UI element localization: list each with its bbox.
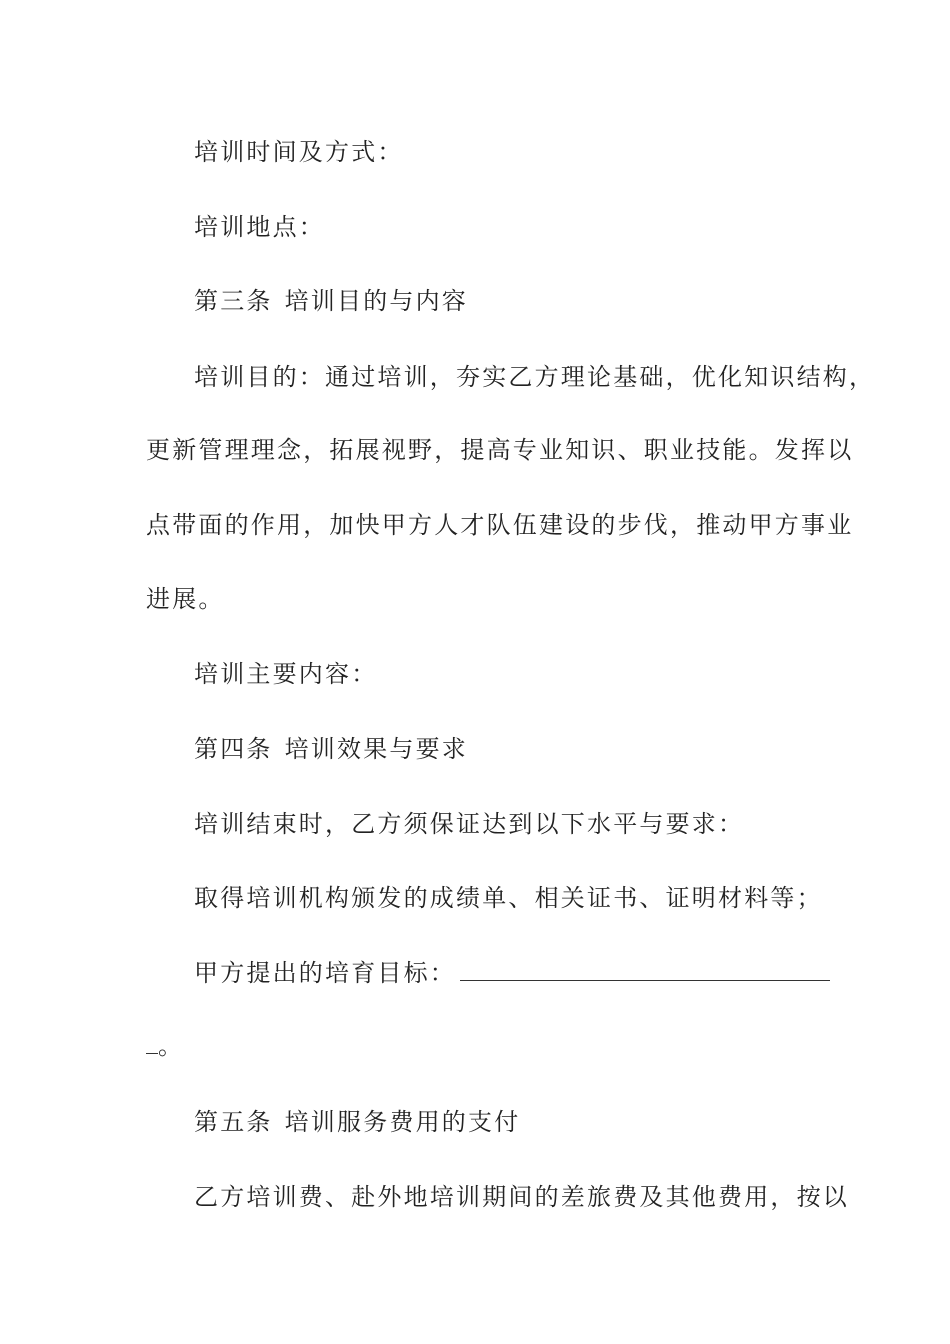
article-4-heading	[194, 733, 834, 765]
cultivation-goal-end-mark: 。	[158, 1032, 185, 1060]
article-5-heading	[194, 1106, 834, 1138]
article-3-heading	[194, 285, 834, 317]
paragraph-certificates: 取得培训机构颁发的成绩单、相关证书、证明材料等；	[194, 884, 823, 912]
paragraph-training-location: 培训地点：	[194, 213, 325, 241]
paragraph-purpose-line-2: 更新管理理念，拓展视野，提高专业知识、职业技能。发挥以	[146, 436, 854, 464]
article-3-number: 第三条	[194, 287, 273, 315]
paragraph-purpose-line-1: 培训目的：通过培训，夯实乙方理论基础，优化知识结构，	[194, 363, 876, 391]
paragraph-main-content: 培训主要内容：	[194, 660, 378, 688]
cultivation-goal-blank-continued[interactable]	[146, 1031, 158, 1054]
paragraph-training-time: 培训时间及方式：	[194, 138, 404, 166]
paragraph-fees: 乙方培训费、赴外地培训期间的差旅费及其他费用，按以	[194, 1183, 849, 1211]
article-5-title: 培训服务费用的支付	[284, 1108, 521, 1136]
paragraph-requirements: 培训结束时，乙方须保证达到以下水平与要求：	[194, 810, 745, 838]
article-3-title: 培训目的与内容	[284, 287, 469, 315]
paragraph-purpose-line-4: 进展。	[146, 585, 225, 613]
paragraph-purpose-line-3: 点带面的作用，加快甲方人才队伍建设的步伐，推动甲方事业	[146, 511, 854, 539]
article-4-number: 第四条	[194, 735, 273, 763]
paragraph-cultivation-goal	[194, 957, 834, 989]
cultivation-goal-blank[interactable]	[460, 958, 830, 981]
article-4-title: 培训效果与要求	[284, 735, 469, 763]
article-5-number: 第五条	[194, 1108, 273, 1136]
paragraph-cultivation-goal-end	[146, 1030, 826, 1062]
cultivation-goal-label: 甲方提出的培育目标：	[194, 959, 456, 987]
